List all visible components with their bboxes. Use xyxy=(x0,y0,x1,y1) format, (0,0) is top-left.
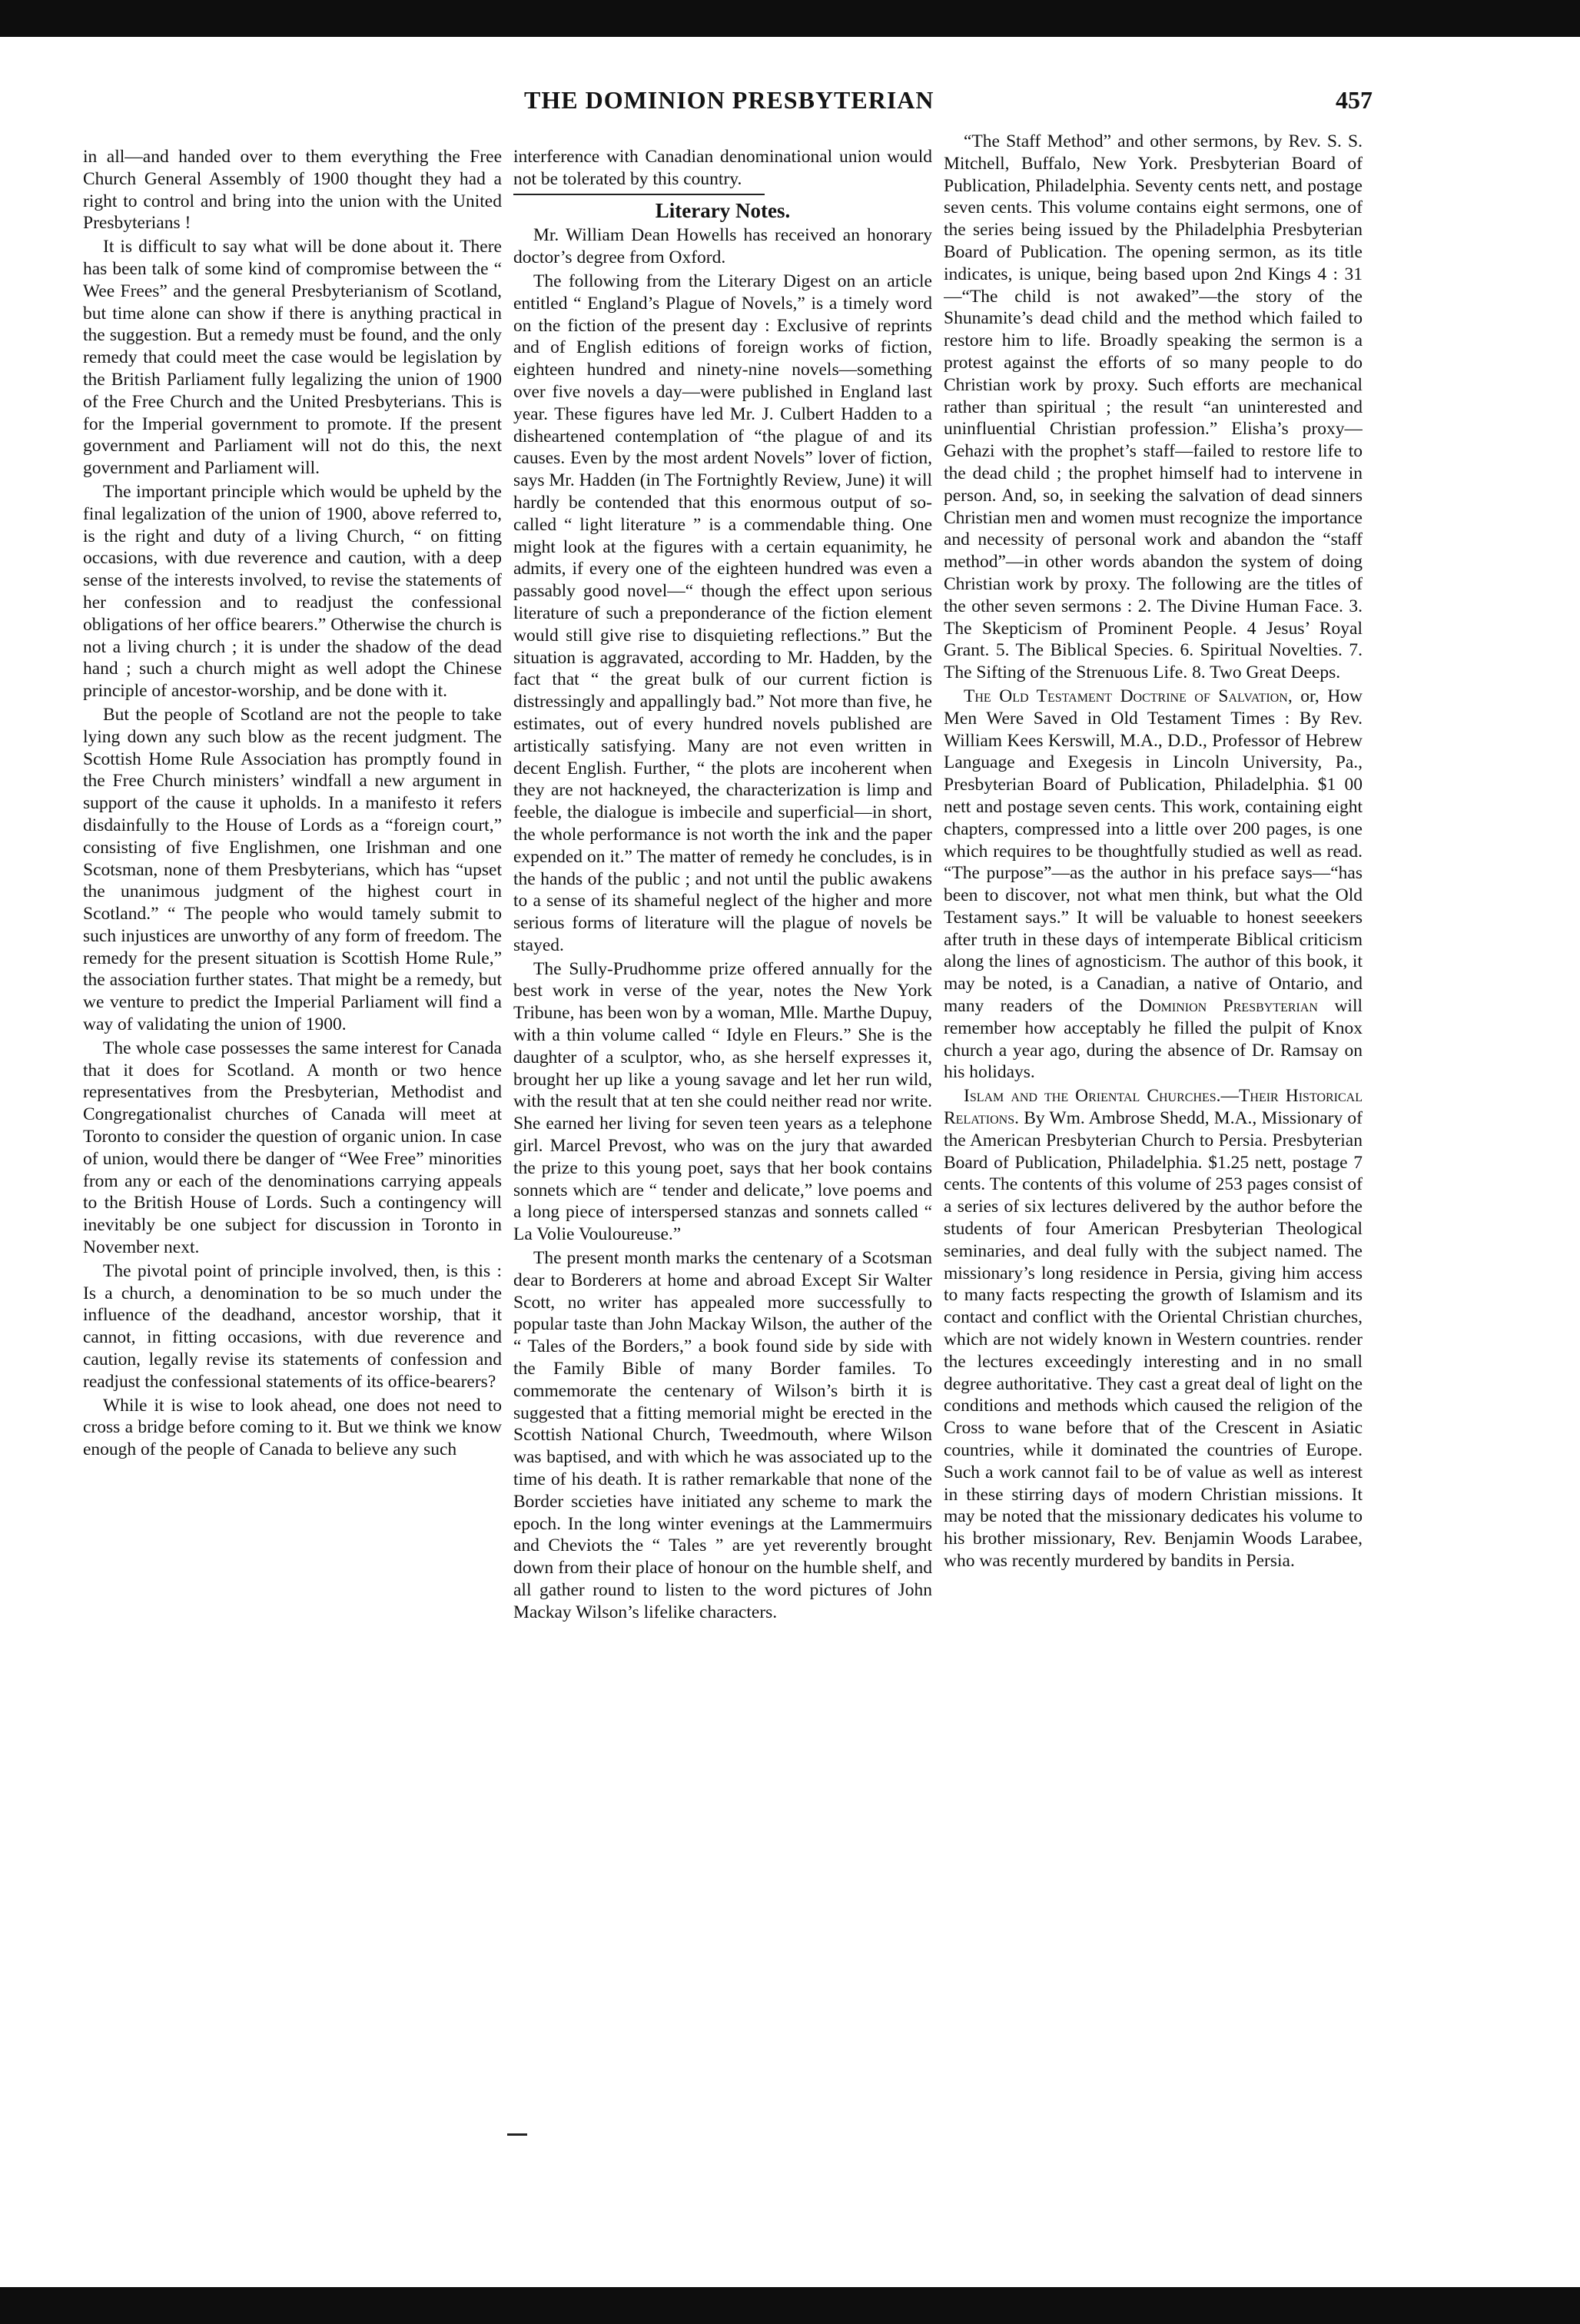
book-review xyxy=(944,686,1363,1084)
review-text: or, How Men Were Saved in Old Testament Times : By Rev. William Kees Kerswill, M.A., D.D., Professor of Hebrew Language and Exegesis in Lincoln University, Pa., Presbyterian Board of Publication, Philadelphia. $1 00 nett and postage seven cents. This work, containing eight chapters, compressed into a little over 200 pages, is one which requires to be thoughtfully studied as well as read. “The purpose”—as the author in his preface says—“has been to discover, not what men think, but what the Old Testament says.” It will be valuable to honest seeekers after truth in these days of intemperate Biblical criticism along the lines of agnosticism. The author of this book, it may be noted, is a Canadian, a native of Ontario, and many readers of the xyxy=(944,686,1363,1017)
paragraph: The present month marks the centenary of a Scotsman dear to Borderers at home and abroad Except Sir Walter Scott, no writer has appealed more successfully to popular taste than John Mackay Wilson, the auther of the “ Tales of the Borders,” a book found side by side with the Family Bible of many Border familes. To commemorate the centenary of Wilson’s birth it is suggested that a fitting memorial might be erected in the Scottish National Church, Tweedmouth, where Wilson was baptised, and with which he was associated up to the time of his death. It is rather remarkable that none of the Border sccieties have initiated any scheme to mark the epoch. In the long winter evenings at the Lammermuirs and Cheviots the “ Tales ” are yet reverently brought down from their place of honour on the humble shelf, and all gather round to listen to the word pictures of John Mackay Wilson’s lifelike characters. xyxy=(513,1248,932,1622)
section-heading-literary-notes: Literary Notes. xyxy=(655,198,791,222)
paragraph: The pivotal point of principle involved, then, is this : Is a church, a denomination to be so much under the influence of the deadhand, ancestor worship, that it cannot, in fitting occasions, with due reverence and caution, legally revise its statements of confession and readjust the confessional statements of its office-bearers? xyxy=(83,1260,502,1392)
divider xyxy=(513,194,765,195)
end-dash xyxy=(507,2133,527,2136)
paragraph: The important principle which would be upheld by the final legalization of the union of 1900, above referred to, is the right and duty of a living Church, “ on fitting occasions, with due reverence and caution, with a deep sense of the interests involved, to revise the statements of her confession and to readjust the confessional obligations of her office bearers.” Otherwise the church is not a living church ; it is under the shadow of the dead hand ; such a church might as well adopt the Chinese principle of ancestor-worship, and be done with it. xyxy=(83,481,502,702)
running-title: THE DOMINION PRESBYTERIAN xyxy=(524,86,934,114)
column-3 xyxy=(944,131,1363,2106)
paragraph: But the people of Scotland are not the people to take lying down any such blow as the recent judgment. The Scottish Home Rule Association has promptly found in the Free Church ministers’ windfall a new argument in support of the cause it upholds. In a manifesto it refers disdainfully to the House of Lords as a “foreign court,” consisting of five Englishmen, one Irishman and one Scotsman, none of them Presbyterians, which has “upset the unanimous judgment of the highest court in Scotland.” “ The people who would tamely submit to such injustices are unworthy of any form of freedom. The remedy for the present situation is Scottish Home Rule,” the association further states. That might be a remedy, but we venture to predict the Imperial Parliament will find a way of validating the union of 1900. xyxy=(83,704,502,1035)
paragraph: The whole case possesses the same interest for Canada that it does for Scotland. A month or two hence representatives from the Presbyterian, Methodist and Congregationalist churches of Canada will meet at Toronto to consider the question of organic union. In case of union, would there be danger of “Wee Free” minorities from any or each of the denominations carrying appeals to the British House of Lords. Such a contingency will inevitably be one subject for discussion in Toronto in November next. xyxy=(83,1038,502,1258)
paragraph: While it is wise to look ahead, one does not need to cross a bridge before coming to it. But we think we know enough of the people of Canada to believe any such xyxy=(83,1395,502,1460)
paragraph: “The Staff Method” and other sermons, by Rev. S. S. Mitchell, Buffalo, New York. Presbyterian Board of Publication, Philadelphia. Seventy cents nett, and postage seven cents. This volume contains eight sermons, one of the series being issued by the Philadelphia Presbyterian Board of Publication. The opening sermon, as its title indicates, is unique, being based upon 2nd Kings 4 : 31—“The child is not awaked”—the story of the Shunamite’s dead child and the method which failed to restore him to life. Broadly speaking the sermon is a protest against the efforts of so many people to do Christian work by proxy. Such efforts are mechanical rather than spiritual ; the result “an uninterested and uninfluential Christian profession.” Elisha’s proxy—Gehazi with the prophet’s staff—failed to restore life to the dead child ; the prophet himself had to intervene in person. And, so, in seeking the salvation of dead sinners Christian men and women must recognize the importance and necessity of personal work and abandon the “staff method”—in other words abandon the system of doing Christian work by proxy. The following are the titles of the other seven sermons : 2. The Divine Human Face. 3. The Skepticism of Prominent People. 4 Jesus’ Royal Grant. 5. The Biblical Species. 6. Spiritual Novelties. 7. The Sifting of the Strenuous Life. 8. Two Great Deeps. xyxy=(944,131,1363,683)
paragraph: The Sully-Prudhomme prize offered annually for the best work in verse of the year, notes the New York Tribune, has been won by a woman, Mlle. Marthe Dupuy, with a thin volume called “ Idyle en Fleurs.” She is the daughter of a sculptor, who, as she herself expresses it, brought her up like a young savage and let her run wild, with the result that at ten she could neither read nor write. She earned her living for seven teen years as a telephone girl. Marcel Prevost, who was on the jury that awarded the prize to this young poet, says that her book contains sonnets which are “ tender and delicate,” love poems and a long piece of interspersed stanzas and sonnets called “ La Volie Vouloureuse.” xyxy=(513,958,932,1245)
scan-border-bottom xyxy=(0,2287,1580,2324)
review-text: will remember how acceptably he filled the pulpit of Knox church a year ago, during the absence of Dr. Ramsay on his holidays. xyxy=(944,996,1363,1083)
publication-name: Dominion Presbyterian xyxy=(1139,996,1318,1017)
paragraph: The following from the Literary Digest on an article entitled “ England’s Plague of Novels,” is a timely word on the fiction of the present day : Exclusive of reprints and of English editions of foreign works of fiction, eighteen hundred and ninety-nine novels—something over five novels a day—were published in England last year. These figures have led Mr. J. Culbert Hadden to a disheartened contemplation of “the plague of and its causes. Even by the most ardent Novels” lover of fiction, says Mr. Hadden (in The Fortnightly Review, June) it will hardly be contended that this enormous output of so-called “ light literature ” is a commendable thing. One might look at the figures with a certain equanimity, he admits, if every one of the eighteen hundred was even a passably good novel—“ though the effect upon serious literature of such a preponderance of the fiction element would still give rise to disquieting reflections.” But the situation is aggravated, according to Mr. Hadden, by the fact that “ the great bulk of our current fiction is distressingly and appallingly bad.” Not more than five, he estimates, out of every hundred novels published are artistically satisfying. Many are not even written in decent English. Further, “ the plots are incoherent when they are not hackneyed, the characterization is limp and feeble, the dialogue is imbecile and superficial—in short, the whole performance is not worth the ink and the paper expended on it.” The matter of remedy he concludes, is in the hands of the public ; and not until the public awakens to a sense of its shameful neglect of the higher and more serious forms of literature will the plague of novels be stayed. xyxy=(513,271,932,955)
book-title: The Old Testament Doctrine of Salvation, xyxy=(964,686,1293,706)
page-header xyxy=(0,86,1580,132)
column-1 xyxy=(83,146,502,2121)
paragraph: interference with Canadian denominational union would not be tolerated by this country. xyxy=(513,147,932,189)
column-2 xyxy=(513,146,932,2121)
page-number: 457 xyxy=(1336,86,1373,114)
scan-border-top xyxy=(0,0,1580,37)
paragraph: in all—and handed over to them everything the Free Church General Assembly of 1900 thought they had a right to control and bring into the union with the United Presbyterians ! xyxy=(83,147,502,234)
book-review xyxy=(944,1085,1363,1572)
paragraph: Mr. William Dean Howells has received an honorary doctor’s degree from Oxford. xyxy=(513,225,932,268)
review-text: By Wm. Ambrose Shedd, M.A., Missionary of the American Presbyterian Church to Persia. Presbyterian Board of Publication, Philadelphia. $1.25 nett, postage 7 cents. The contents of this volume of 253 pages consist of a series of six lectures delivered by the author before the students of four American Presbyterian Theological seminaries, and deal fully with the subject named. The missionary’s long residence in Persia, giving him access to many facts respecting the growth of Islamism and its contact and conflict with the Oriental Christian churches, which are not widely known in Western countries. render the lectures exceedingly interesting and in no small degree authoritative. They cast a great deal of light on the conditions and methods which caused the religion of the Cross to wane before that of the Crescent in Asiatic countries, while it dominated the countries of Europe. Such a work cannot fail to be of value as well as interest in these stirring days of modern Christian missions. It may be noted that the missionary dedicates his volume to his brother missionary, Rev. Benjamin Woods Larabee, who was recently murdered by bandits in Persia. xyxy=(944,1108,1363,1571)
book-title: Islam and the Oriental Churches.—Their Historical Relations. xyxy=(944,1086,1363,1129)
paragraph: It is difficult to say what will be done about it. There has been talk of some kind of compromise between the “ Wee Frees” and the general Presbyterianism of Scotland, but time alone can show if there is anything practical in the suggestion. But a remedy must be found, and the only remedy that could meet the case would be legislation by the British Parliament fully legalizing the union of 1900 of the Free Church and the United Presbyterians. This is for the Imperial government to promote. If the present government and Parliament will not do this, the next government and Parliament will. xyxy=(83,237,502,479)
